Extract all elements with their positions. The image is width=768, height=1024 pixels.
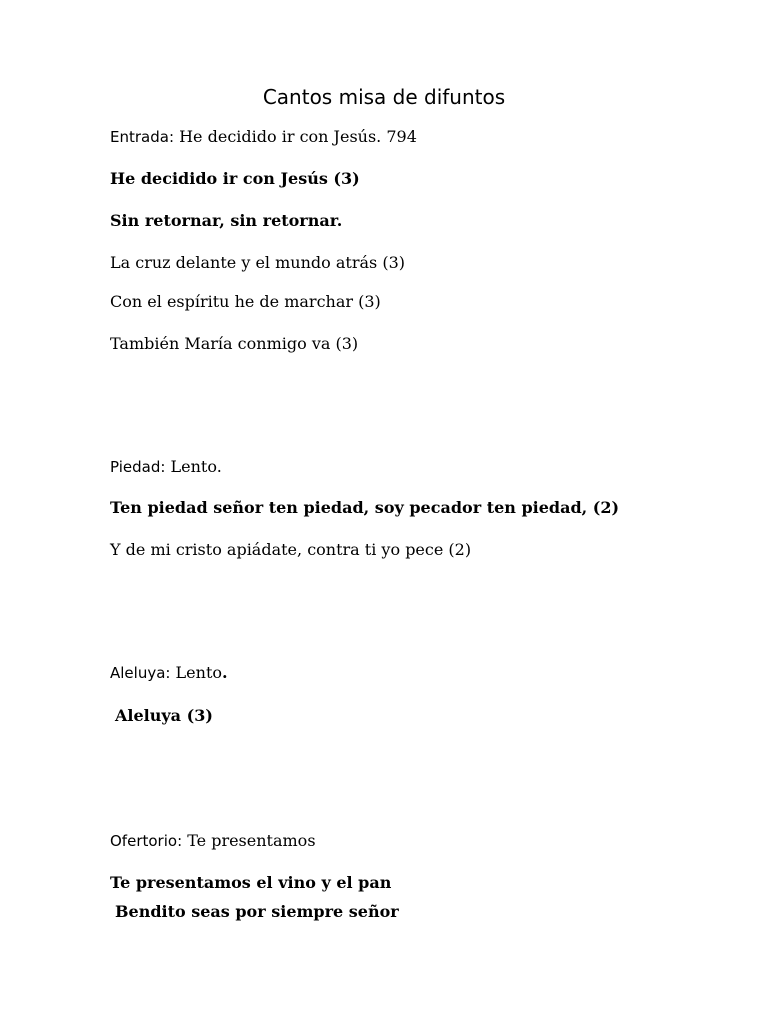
section-subtitle-entrada: He decidido ir con Jesús. 794 xyxy=(174,127,417,146)
section-heading-ofertorio xyxy=(110,831,316,851)
section-label-separator: : xyxy=(177,832,183,850)
section-label-separator: : xyxy=(160,458,166,476)
lyric-line: La cruz delante y el mundo atrás (3) xyxy=(110,253,405,272)
section-subtitle-piedad: Lento. xyxy=(165,457,222,476)
section-label-ofertorio: Ofertorio xyxy=(110,832,178,850)
section-label-piedad: Piedad xyxy=(110,458,161,476)
section-subtitle-period: . xyxy=(222,663,228,682)
section-label-entrada: Entrada xyxy=(110,128,169,146)
lyric-line: También María conmigo va (3) xyxy=(110,334,359,353)
section-label-separator: : xyxy=(168,128,175,146)
section-heading-entrada xyxy=(110,127,417,147)
lyric-line: Bendito seas por siempre señor xyxy=(115,902,399,921)
section-subtitle-aleluya: Lento xyxy=(170,663,223,682)
section-label-aleluya: Aleluya xyxy=(110,664,166,682)
section-heading-piedad xyxy=(110,457,222,477)
lyric-line: Y de mi cristo apiádate, contra ti yo pece (2) xyxy=(110,540,472,559)
lyric-line: Ten piedad señor ten piedad, soy pecador ten piedad, (2) xyxy=(110,498,620,517)
lyric-line: Te presentamos el vino y el pan xyxy=(110,873,392,892)
section-subtitle-ofertorio: Te presentamos xyxy=(182,831,316,850)
lyric-line: Sin retornar, sin retornar. xyxy=(110,211,343,230)
section-heading-aleluya xyxy=(110,663,228,683)
document-title: Cantos misa de difuntos xyxy=(262,85,506,109)
section-label-separator: : xyxy=(165,664,171,682)
lyric-line: Aleluya (3) xyxy=(115,706,213,725)
lyric-line: He decidido ir con Jesús (3) xyxy=(110,169,360,188)
lyric-line: Con el espíritu he de marchar (3) xyxy=(110,292,381,311)
